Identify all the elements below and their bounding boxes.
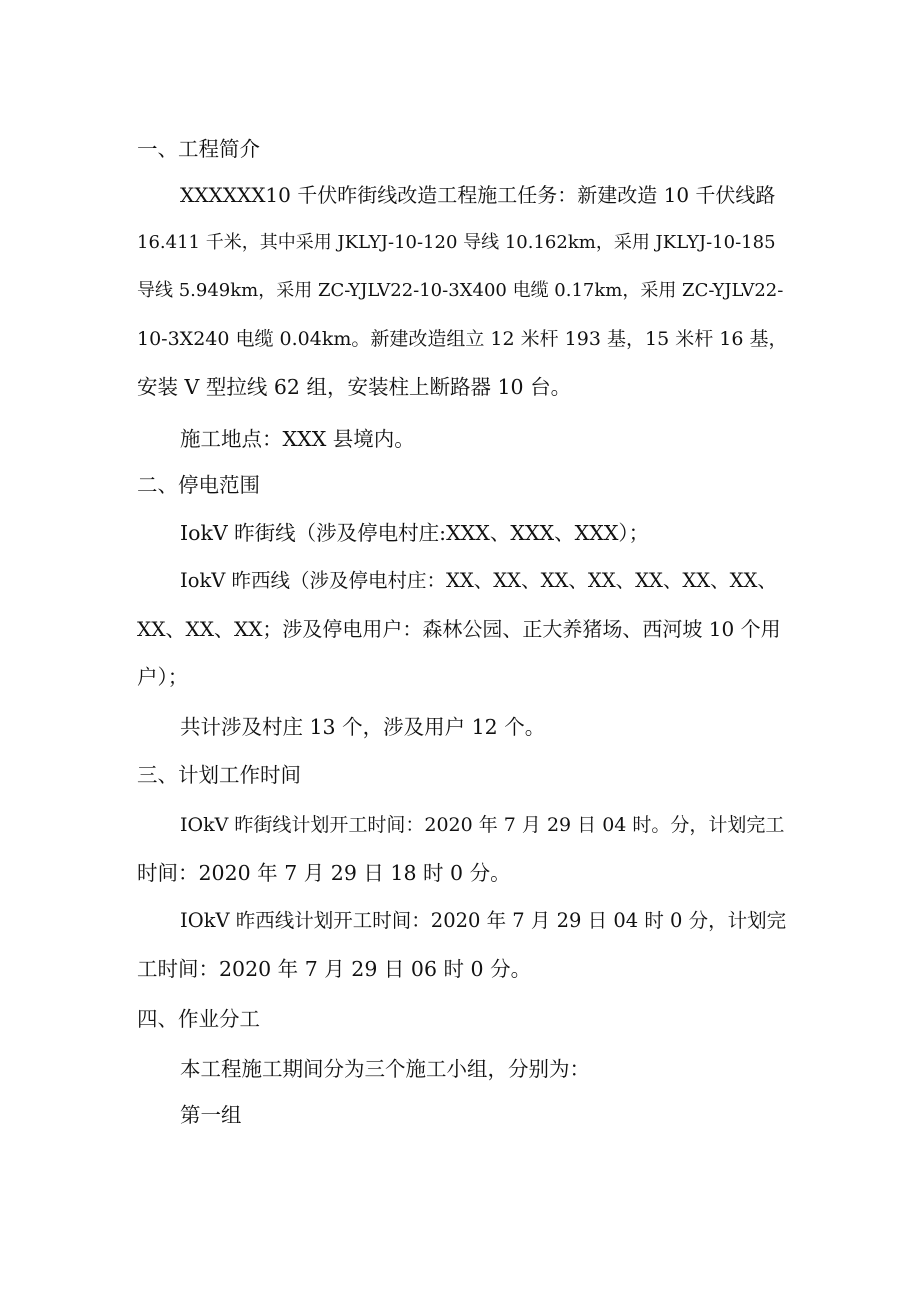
- section-heading-project-intro: 一、工程简介: [137, 137, 260, 161]
- schedule-zuoxi: 工时间：2020 年 7 月 29 日 06 时 0 分。: [137, 957, 532, 981]
- outage-line-zuoxi: 户）；: [137, 665, 189, 689]
- intro-paragraph-line: XXXXXX10 千伏昨街线改造工程施工任务：新建改造 10 千伏线路: [180, 183, 776, 207]
- intro-paragraph-line: 10-3X240 电缆 0.04km。新建改造组立 12 米杆 193 基，15 米杆 16 基，: [137, 328, 787, 350]
- schedule-zuojie: 时间：2020 年 7 月 29 日 18 时 0 分。: [137, 861, 511, 885]
- schedule-zuojie: IOkV 昨街线计划开工时间：2020 年 7 月 29 日 04 时。分，计划完工: [180, 814, 785, 836]
- group-one-label: 第一组: [180, 1103, 242, 1127]
- outage-line-zuoxi: XX、XX、XX；涉及停电用户：森林公园、正大养猪场、西河坡 10 个用: [137, 617, 781, 641]
- section-heading-outage-scope: 二、停电范围: [137, 473, 260, 497]
- construction-location: 施工地点：XXX 县境内。: [180, 427, 415, 451]
- work-division-body: 本工程施工期间分为三个施工小组，分别为：: [180, 1057, 590, 1081]
- intro-paragraph-line: 安装 V 型拉线 62 组，安装柱上断路器 10 台。: [137, 375, 572, 399]
- intro-paragraph-line: 16.411 千米，其中采用 JKLYJ-10-120 导线 10.162km，采用 JKLYJ-10-185: [137, 232, 776, 253]
- schedule-zuoxi: IOkV 昨西线计划开工时间：2020 年 7 月 29 日 04 时 0 分，计划完: [180, 909, 787, 932]
- intro-paragraph-line: 导线 5.949km，采用 ZC-YJLV22-10-3X400 电缆 0.17km，采用 ZC-YJLV22-: [137, 280, 784, 301]
- outage-line-zuojie: IokV 昨街线（涉及停电村庄:XXX、XXX、XXX）；: [180, 521, 650, 545]
- section-heading-planned-time: 三、计划工作时间: [137, 763, 301, 787]
- outage-total: 共计涉及村庄 13 个，涉及用户 12 个。: [180, 715, 546, 739]
- section-heading-work-division: 四、作业分工: [137, 1007, 260, 1031]
- outage-line-zuoxi: IokV 昨西线（涉及停电村庄：XX、XX、XX、XX、XX、XX、XX、: [180, 569, 777, 592]
